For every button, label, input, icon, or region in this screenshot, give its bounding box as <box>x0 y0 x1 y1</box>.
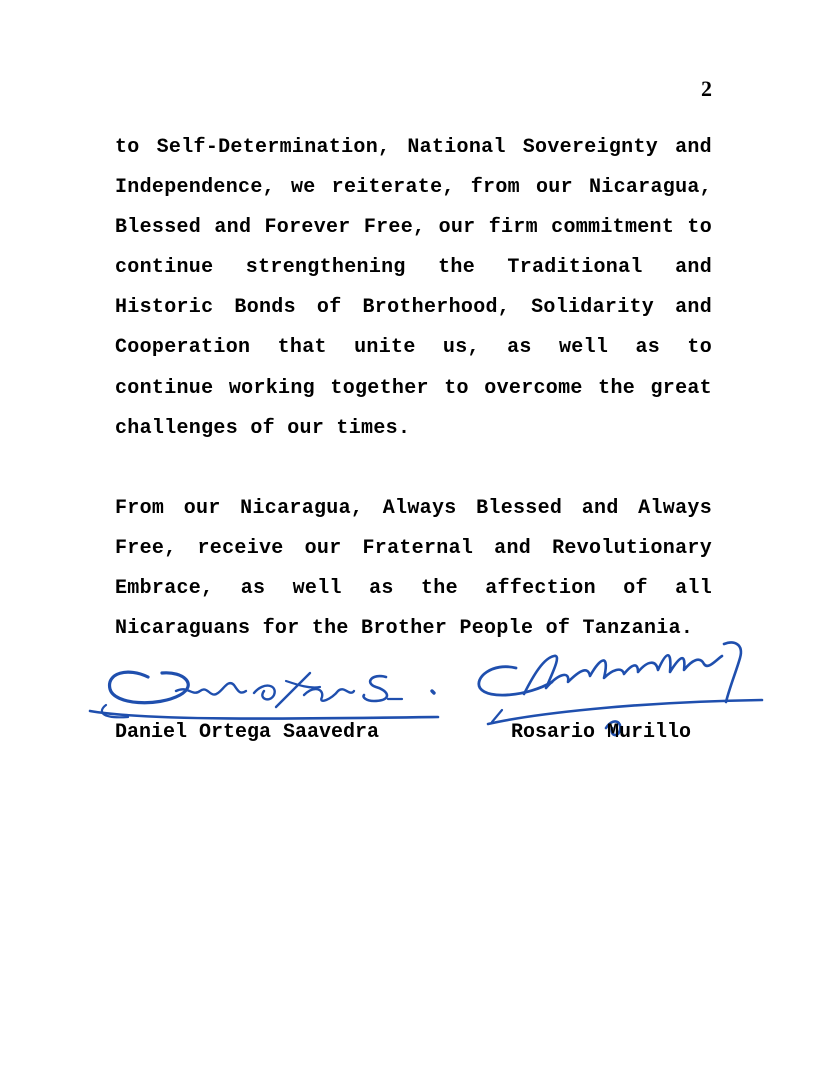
paragraph-closing-embrace: From our Nicaragua, Always Blessed and Always Free, receive our Fraternal and Revolutionary Embrace, as well as the affection of all Nicaraguans for the Brother People of Tanzania. <box>115 497 712 641</box>
signatory-name-rosario-murillo: Rosario Murillo <box>511 721 692 744</box>
signatory-name-daniel-ortega: Daniel Ortega Saavedra <box>115 721 380 744</box>
page-number: 2 <box>701 76 712 101</box>
paragraph-commitment: to Self-Determination, National Sovereignty and Independence, we reiterate, from our Nicaragua, Blessed and Forever Free, our firm commitment to continue strengthening the Traditional and Historic Bonds of Brotherhood, Solidarity and Cooperation that unite us, as well as to continue working together to overcome the great challenges of our times. <box>115 136 712 440</box>
